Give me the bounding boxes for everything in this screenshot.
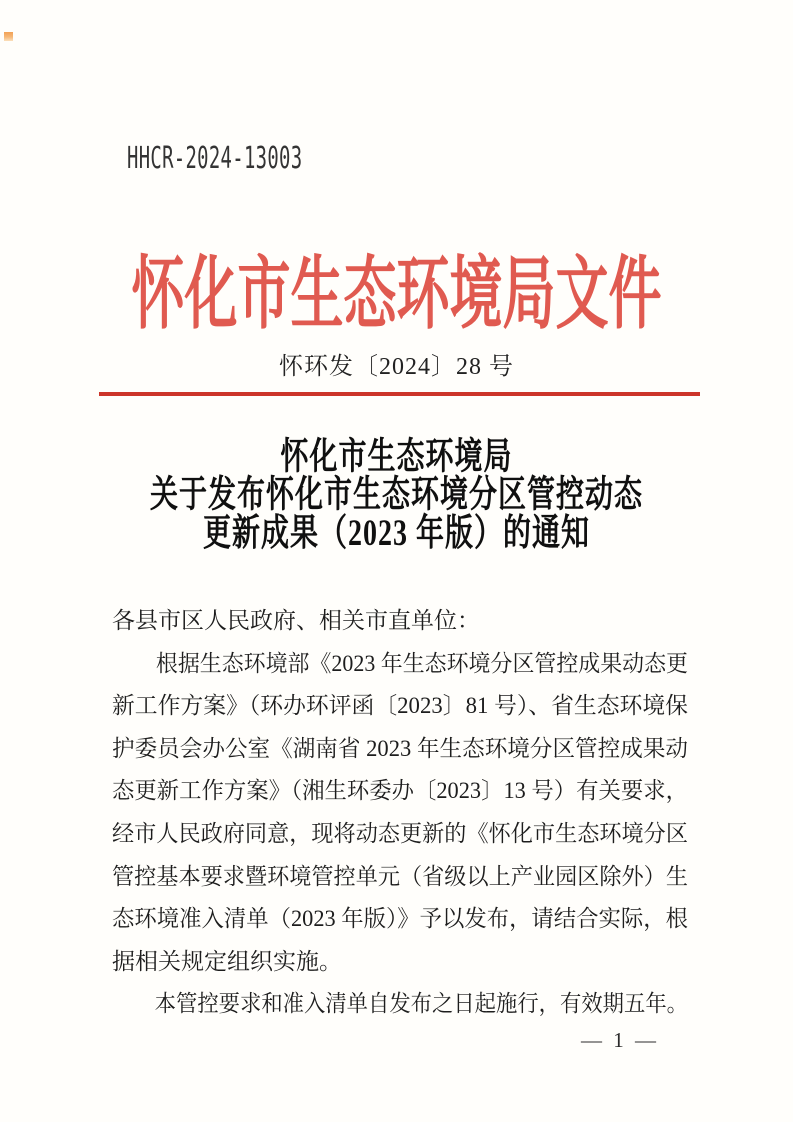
- document-code: HHCR-2024-13003: [127, 141, 303, 176]
- recipient-line: 各县市区人民政府、相关市直单位：: [112, 608, 480, 633]
- notice-title-line-1: 怀化市生态环境局: [280, 436, 513, 478]
- notice-title-line-2: 关于发布怀化市生态环境分区管控动态: [149, 474, 643, 516]
- red-header-title: 怀化市生态环境局文件: [131, 252, 662, 339]
- body-line: 态更新工作方案》（湘生环委办〔2023〕13 号）有关要求，: [112, 778, 689, 804]
- red-divider-rule: [99, 392, 700, 396]
- body-line: 态环境准入清单（2023 年版）》予以发布，请结合实际，根: [112, 906, 689, 932]
- body-line: 管控基本要求暨环境管控单元（省级以上产业园区除外）生: [112, 863, 688, 889]
- body-line: 据相关规定组织实施。: [112, 948, 342, 974]
- body-line: 新工作方案》（环办环评函〔2023〕81 号）、省生态环境保: [112, 693, 688, 719]
- notice-title-line-3: 更新成果（2023 年版）的通知: [202, 513, 590, 555]
- notice-title: [0, 438, 793, 553]
- body-line: 本管控要求和准入清单自发布之日起施行，有效期五年。: [154, 991, 688, 1017]
- page-number: — 1 —: [581, 1028, 659, 1052]
- scan-edge-mark: [4, 32, 13, 41]
- body-line: 护委员会办公室《湖南省 2023 年生态环境分区管控成果动: [112, 735, 689, 761]
- body-line: 经市人民政府同意，现将动态更新的《怀化市生态环境分区: [112, 820, 688, 846]
- body-lines: [112, 600, 688, 1026]
- document-number: 怀环发〔2024〕28 号: [279, 354, 514, 380]
- body-line: 根据生态环境部《2023 年生态环境分区管控成果动态更: [155, 650, 688, 676]
